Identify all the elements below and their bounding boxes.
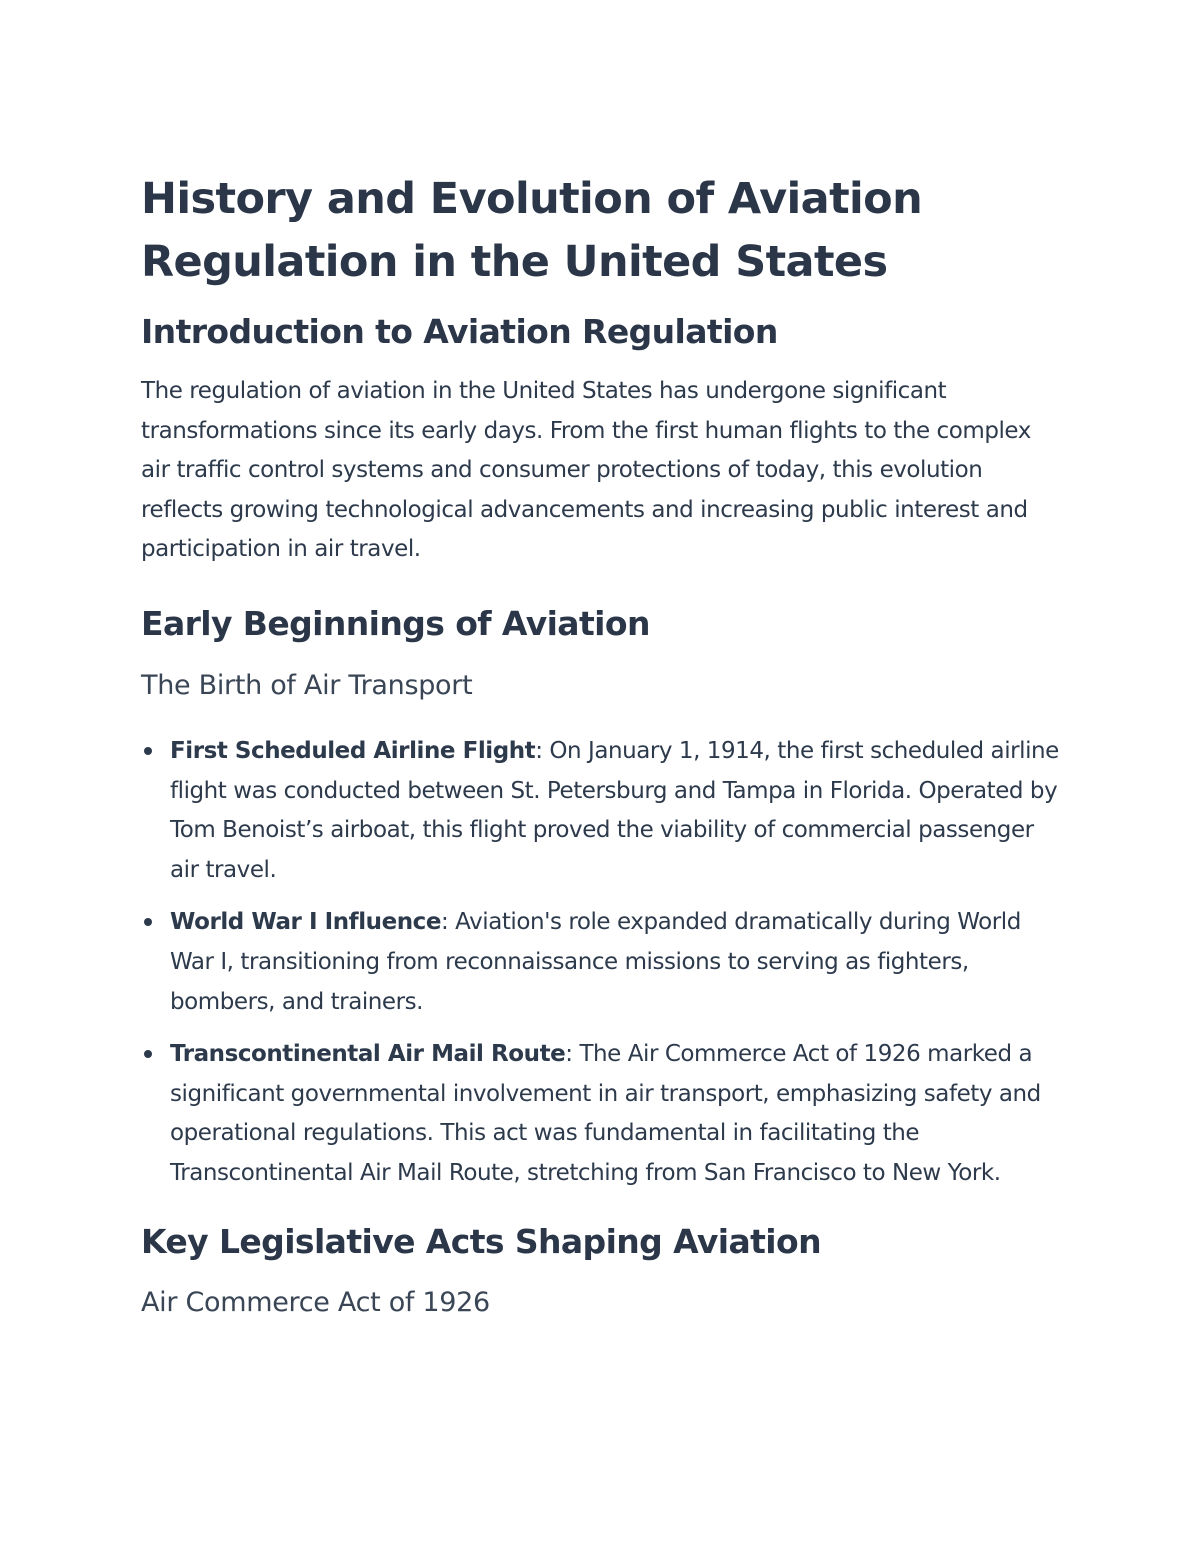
list-item xyxy=(141,732,1066,890)
document-page xyxy=(141,168,1066,1321)
section-heading-key-legislative-acts: Key Legislative Acts Shaping Aviation xyxy=(141,1221,821,1261)
list-item xyxy=(141,903,1066,1022)
section-heading-introduction: Introduction to Aviation Regulation xyxy=(141,312,778,351)
list-item-term: Transcontinental Air Mail Route xyxy=(170,1041,566,1068)
list-item xyxy=(141,1035,1066,1193)
subheading-birth-of-air-transport: The Birth of Air Transport xyxy=(141,669,473,701)
list-item-text: : On January 1, 1914, the first scheduled airline flight was conducted between St. Petersburg and Tampa in Florida. Operated by Tom Benoist’s airboat, this flight proved the viability of commercial passenger air travel. xyxy=(170,737,1059,883)
list-item-term: World War I Influence xyxy=(170,909,441,936)
bullet-list xyxy=(141,732,1066,1194)
bullet-icon xyxy=(144,918,152,926)
list-item-text: : The Air Commerce Act of 1926 marked a significant governmental involvement in air transport, emphasizing safety and operational regulations. This act was fundamental in facilitating the Transcontinental Air Mail Route, stretching from San Francisco to New York. xyxy=(170,1041,1041,1186)
bullet-icon xyxy=(144,747,152,755)
document-title: History and Evolution of Aviation Regulation in the United States xyxy=(141,174,923,287)
list-item-text: : Aviation's role expanded dramatically during World War I, transitioning from reconnaissance missions to serving as fighters, bombers, and trainers. xyxy=(170,909,1021,1015)
section-heading-early-beginnings: Early Beginnings of Aviation xyxy=(141,603,650,643)
bullet-icon xyxy=(144,1050,152,1058)
subheading-air-commerce-act: Air Commerce Act of 1926 xyxy=(141,1286,490,1318)
list-item-term: First Scheduled Airline Flight xyxy=(170,737,536,764)
introduction-paragraph: The regulation of aviation in the United States has undergone significant transformations since its early days. From the first human flights to the complex air traffic control systems and consumer protections of today, this evolution reflects growing technological advancements and increasing public interest and participation in air travel. xyxy=(141,378,1031,563)
